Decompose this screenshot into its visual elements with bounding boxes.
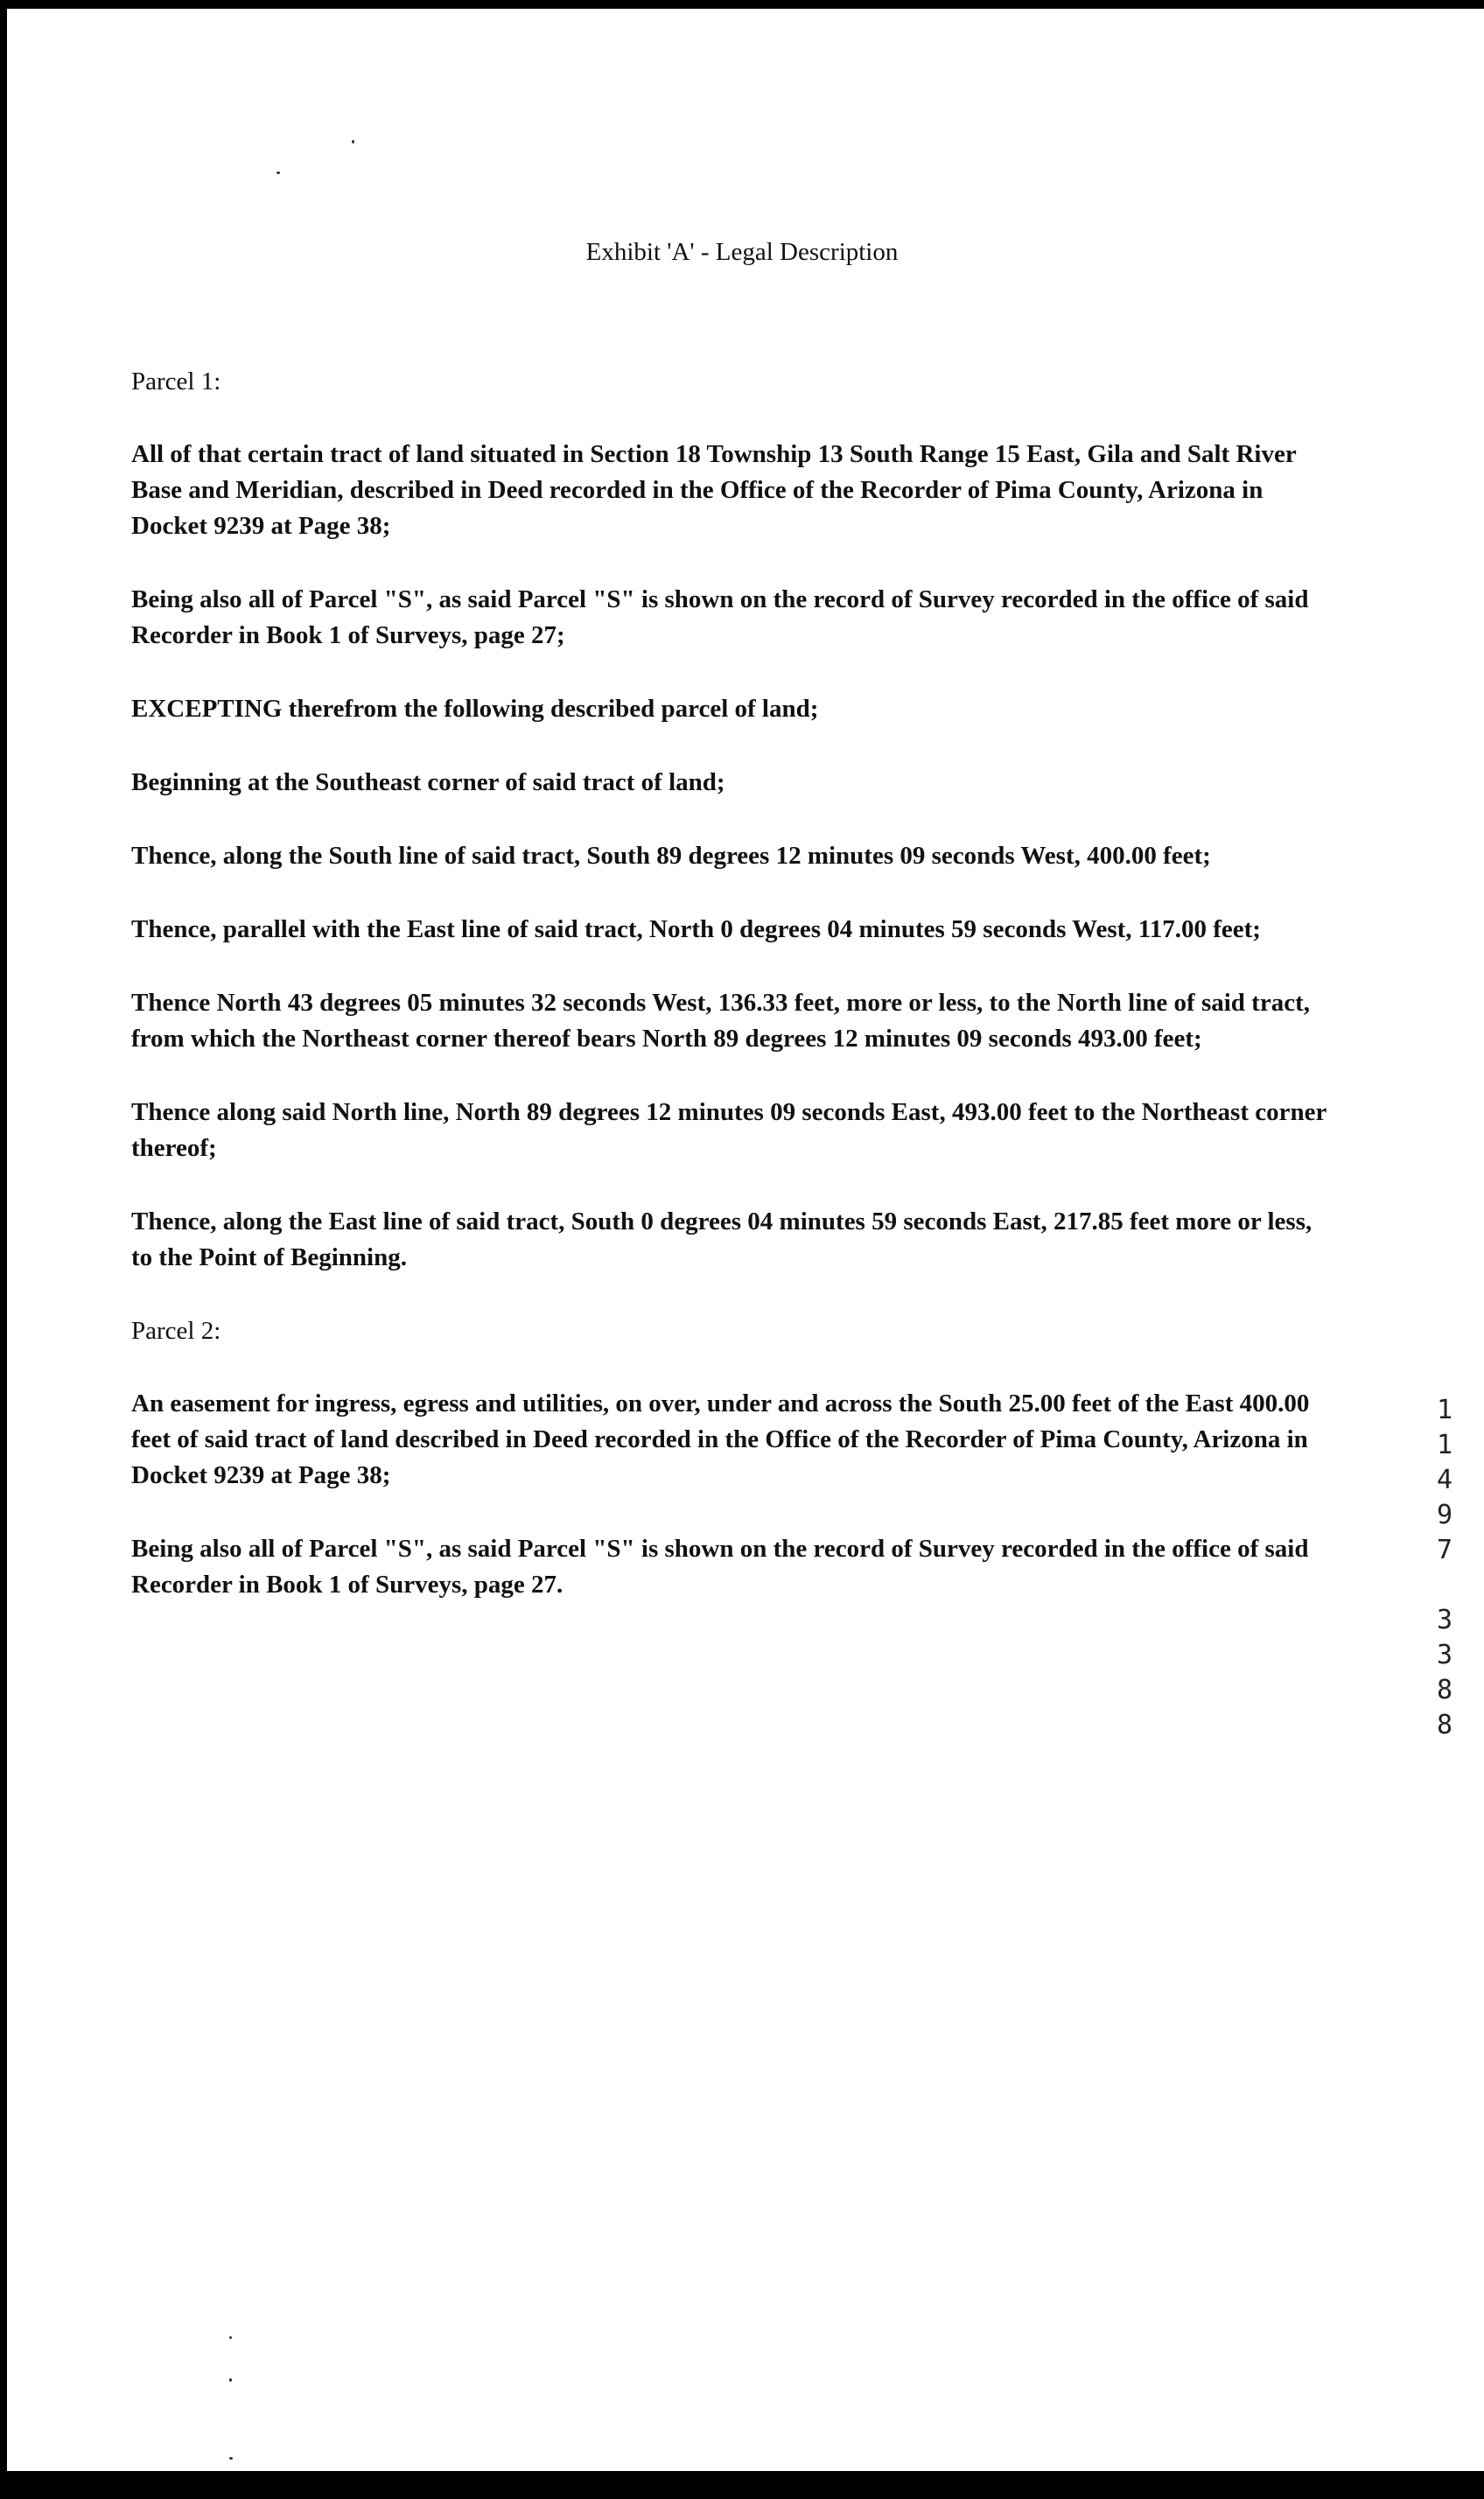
parcel-2-heading: Parcel 2: xyxy=(131,1317,221,1345)
parcel-2-paragraph: An easement for ingress, egress and utilities, on over, under and across the South 25.00 feet of the East 400.00 feet of said tract of land described in Deed recorded in the Office of the Recorder of Pima County, Arizona in Docket 9239 at Page 38; xyxy=(131,1390,1310,1489)
parcel-1-paragraph: Thence, along the East line of said tract, South 0 degrees 04 minutes 59 seconds East, 217.85 feet more or less, to the Point of Beginning. xyxy=(131,1208,1312,1271)
stamp-digit: 3 xyxy=(1436,1640,1453,1670)
stamp-digit: 7 xyxy=(1436,1535,1453,1565)
scan-speck xyxy=(276,172,280,174)
scan-border-bottom xyxy=(0,2471,1484,2499)
parcel-1-heading: Parcel 1: xyxy=(131,368,221,396)
scan-border-left xyxy=(0,0,7,2499)
stamp-digit: 1 xyxy=(1436,1430,1453,1460)
stamp-digit: 9 xyxy=(1436,1500,1453,1530)
parcel-2-paragraph: Being also all of Parcel "S", as said Parcel "S" is shown on the record of Survey recorded in the office of said Recorder in Book 1 of Surveys, page 27. xyxy=(131,1535,1309,1599)
document-title: Exhibit 'A' - Legal Description xyxy=(585,238,899,266)
scan-speck xyxy=(352,140,354,144)
document-body xyxy=(131,364,1339,1641)
parcel-1-paragraph: EXCEPTING therefrom the following described parcel of land; xyxy=(131,695,819,723)
stamp-digit: 3 xyxy=(1436,1605,1453,1635)
parcel-1-paragraph: Thence North 43 degrees 05 minutes 32 seconds West, 136.33 feet, more or less, to the North line of said tract, from which the Northeast corner thereof bears North 89 degrees 12 minutes 09 seconds 493.00 feet; xyxy=(131,989,1310,1053)
recording-number-stamp xyxy=(1432,1393,1458,1743)
parcel-1-paragraph: Being also all of Parcel "S", as said Parcel "S" is shown on the record of Survey recorded in the office of said Recorder in Book 1 of Surveys, page 27; xyxy=(131,585,1309,649)
scan-border-top xyxy=(0,0,1484,9)
parcel-1-paragraph: Thence, along the South line of said tract, South 89 degrees 12 minutes 09 seconds West, 400.00 feet; xyxy=(131,842,1211,870)
parcel-1-paragraph: Thence along said North line, North 89 degrees 12 minutes 09 seconds East, 493.00 feet to the Northeast corner thereof; xyxy=(131,1098,1326,1162)
scan-speck xyxy=(229,2336,232,2339)
parcel-1-paragraph: Thence, parallel with the East line of said tract, North 0 degrees 04 minutes 59 seconds West, 117.00 feet; xyxy=(131,915,1261,943)
stamp-digit: 1 xyxy=(1436,1395,1453,1425)
parcel-1-paragraph: All of that certain tract of land situated in Section 18 Township 13 South Range 15 East, Gila and Salt River Base and Meridian, described in Deed recorded in the Office of the Recorder of Pima County, Arizona in Docket 9239 at Page 38; xyxy=(131,440,1297,540)
parcel-1-paragraph: Beginning at the Southeast corner of said tract of land; xyxy=(131,768,725,796)
scan-speck xyxy=(229,2378,232,2382)
stamp-digit: 8 xyxy=(1436,1675,1453,1705)
scan-speck xyxy=(229,2457,233,2460)
stamp-gap xyxy=(1432,1568,1458,1603)
stamp-digit: 4 xyxy=(1436,1465,1453,1495)
stamp-digit: 8 xyxy=(1436,1710,1453,1740)
